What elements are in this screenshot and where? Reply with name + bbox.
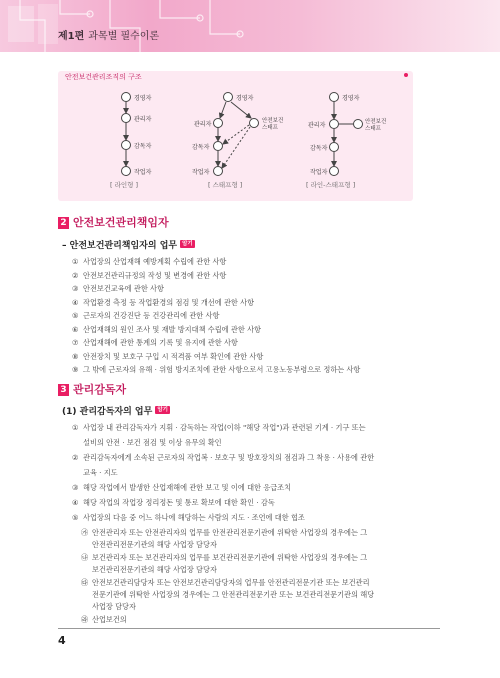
line-mid-label: 관리자 [134, 116, 152, 123]
chapter-header [0, 0, 500, 52]
list-text: 사업장 담당자 [92, 602, 136, 612]
section-2-title: 안전보건관리책임자 [73, 216, 169, 229]
section-3-number: 3 [58, 384, 69, 396]
list-item [81, 540, 217, 549]
caption-line-type: [ 라인형 ] [110, 181, 139, 189]
footer-rule [58, 628, 440, 629]
list-text: 안전보건관리규정의 작성 및 변경에 관한 사항 [83, 270, 227, 280]
list-text: 안전장치 및 보호구 구입 시 적격품 여부 확인에 관한 사항 [83, 351, 264, 361]
page-number: 4 [58, 634, 66, 647]
staff-staff-label: 안전보건 [262, 118, 284, 124]
list-item [72, 453, 374, 462]
line-supervisor-label: 감독자 [134, 143, 152, 150]
diagram-line-type [122, 93, 131, 176]
ls-mid-label: 관리자 [308, 122, 326, 129]
list-item [72, 483, 291, 492]
list-text: 산업재해에 관한 통계의 기록 및 유지에 관한 사항 [83, 338, 238, 347]
list-text: 설비의 안전 · 보건 점검 및 이상 유무의 확인 [83, 438, 222, 447]
list-text: 보건관리전문기관의 해당 사업장 담당자 [92, 565, 217, 575]
list-text: 사업장 내 관리감독자가 지휘 · 감독하는 작업(이하 "해당 작업")과 관련된 기계 · 기구 또는 [83, 423, 366, 432]
section-2-subtitle-text: – 안전보건관리책임자의 업무 [62, 241, 178, 251]
list-text: 보건관리자 또는 보건관리자의 업무를 보건관리전문기관에 위탁한 사업장의 경우에는 그 [92, 552, 368, 562]
list-text: 산업재해의 원인 조사 및 재발 방지대책 수립에 관한 사항 [83, 324, 261, 334]
list-marker: ⑨ [72, 365, 79, 374]
list-text: 작업환경 측정 등 작업환경의 점검 및 개선에 관한 사항 [83, 297, 255, 307]
caption-line-staff-type: [ 라인-스태프형 ] [306, 181, 356, 189]
diagram-line-staff-type [330, 93, 363, 176]
list-marker: ② [72, 453, 79, 462]
section-2-heading [58, 214, 169, 230]
ls-worker-label: 작업자 [310, 169, 328, 176]
line-manager-label: 경영자 [134, 95, 152, 102]
list-item [81, 602, 136, 611]
list-marker: ② [72, 270, 79, 280]
list-item [81, 578, 370, 587]
list-item [81, 565, 217, 574]
list-item [72, 257, 226, 266]
list-item [72, 423, 366, 432]
list-text: 사업장의 다음 중 어느 하나에 해당하는 사람의 지도 · 조언에 대한 협조 [83, 513, 305, 522]
list-marker: ㉯ [81, 552, 89, 562]
section-3-title: 관리감독자 [73, 383, 127, 396]
list-item [72, 365, 360, 374]
list-text: 안전관리자 또는 안전관리자의 업무를 안전관리전문기관에 위탁한 사업장의 경우에는 그 [92, 528, 368, 537]
list-item [72, 352, 263, 361]
list-marker: ⑦ [72, 338, 79, 347]
diagram-title: 안전보건관리조직의 구조 [65, 73, 142, 81]
list-text: 안전보건교육에 관한 사항 [83, 284, 164, 293]
list-marker: ③ [72, 284, 79, 293]
ls-supervisor-label: 감독자 [310, 145, 328, 152]
list-text: 관리감독자에게 소속된 근로자의 작업복 · 보호구 및 방호장치의 점검과 그 착용 · 사용에 관한 [83, 453, 375, 462]
caption-staff-type: [ 스태프형 ] [208, 181, 243, 189]
memorize-badge: 암기 [157, 407, 168, 413]
list-text: 사업장의 산업재해 예방계획 수립에 관한 사항 [83, 257, 227, 266]
list-item [81, 590, 374, 599]
memorize-badge: 암기 [182, 241, 193, 247]
list-marker: ① [72, 423, 79, 432]
list-text: 안전보건관리담당자 또는 안전보건관리담당자의 업무를 안전관리전문기관 또는 보건관리 [92, 577, 370, 587]
list-item [72, 468, 118, 477]
list-marker: ⑤ [72, 513, 79, 522]
list-text: 교육 · 지도 [83, 468, 118, 477]
section-2-number: 2 [58, 217, 69, 229]
list-marker: ③ [72, 483, 79, 492]
list-marker: ① [72, 257, 79, 266]
list-item [72, 311, 219, 320]
list-text: 그 밖에 근로자의 유해 · 위험 방지조치에 관한 사항으로서 고용노동부령으로 정하는 사항 [83, 365, 361, 374]
list-marker: ④ [72, 498, 79, 507]
list-marker: ⑥ [72, 324, 79, 334]
list-item [81, 615, 127, 624]
list-item [81, 528, 367, 537]
list-text: 안전관리전문기관의 해당 사업장 담당자 [92, 540, 217, 550]
line-worker-label: 작업자 [134, 169, 152, 176]
section-2-subtitle [62, 238, 195, 251]
list-item [72, 338, 238, 347]
ls-staff-label: 안전보건 [365, 119, 387, 125]
header-decoration [0, 0, 260, 52]
list-item [72, 513, 305, 522]
list-marker: ④ [72, 297, 79, 307]
staff-worker-label: 작업자 [192, 169, 210, 176]
staff-supervisor-label: 감독자 [192, 144, 210, 151]
list-marker: ㉮ [81, 528, 89, 537]
list-text: 근로자의 건강진단 등 건강관리에 관한 사항 [83, 311, 220, 320]
list-text: 해당 작업에서 발생한 산업재해에 관한 보고 및 이에 대한 응급조치 [83, 483, 292, 492]
list-item [81, 553, 367, 562]
list-marker: ㉱ [81, 614, 89, 624]
list-text: 산업보건의 [92, 614, 127, 624]
section-3-heading [58, 381, 126, 397]
staff-mid-label: 관리자 [194, 121, 212, 128]
section-3-subtitle [62, 404, 170, 417]
section-3-subtitle-text: (1) 관리감독자의 업무 [62, 407, 153, 417]
list-marker: ⑤ [72, 311, 79, 320]
chapter-label: 제1편 [58, 31, 85, 42]
list-text: 전문기관에 위탁한 사업장의 경우에는 그 안전관리전문기관 또는 보건관리전문기관의 해당 [92, 590, 375, 599]
staff-manager-label: 경영자 [236, 95, 254, 102]
list-item [72, 438, 222, 447]
list-marker: ㉰ [81, 577, 89, 587]
chapter-name: 과목별 필수이론 [88, 31, 160, 42]
list-marker: ⑧ [72, 351, 79, 361]
org-diagrams-svg [58, 71, 413, 201]
list-item [72, 298, 254, 307]
list-text: 해당 작업의 작업장 정리정돈 및 통로 확보에 대한 확인 · 감독 [83, 498, 275, 507]
list-item [72, 284, 164, 293]
list-item [72, 271, 226, 280]
list-item [72, 325, 261, 334]
staff-staff-label-2: 스태프 [262, 125, 278, 131]
diagram-staff-type [214, 93, 259, 176]
chapter-title [58, 27, 159, 42]
list-item [72, 498, 275, 507]
ls-manager-label: 경영자 [342, 95, 360, 102]
ls-staff-label-2: 스태프 [365, 126, 381, 132]
